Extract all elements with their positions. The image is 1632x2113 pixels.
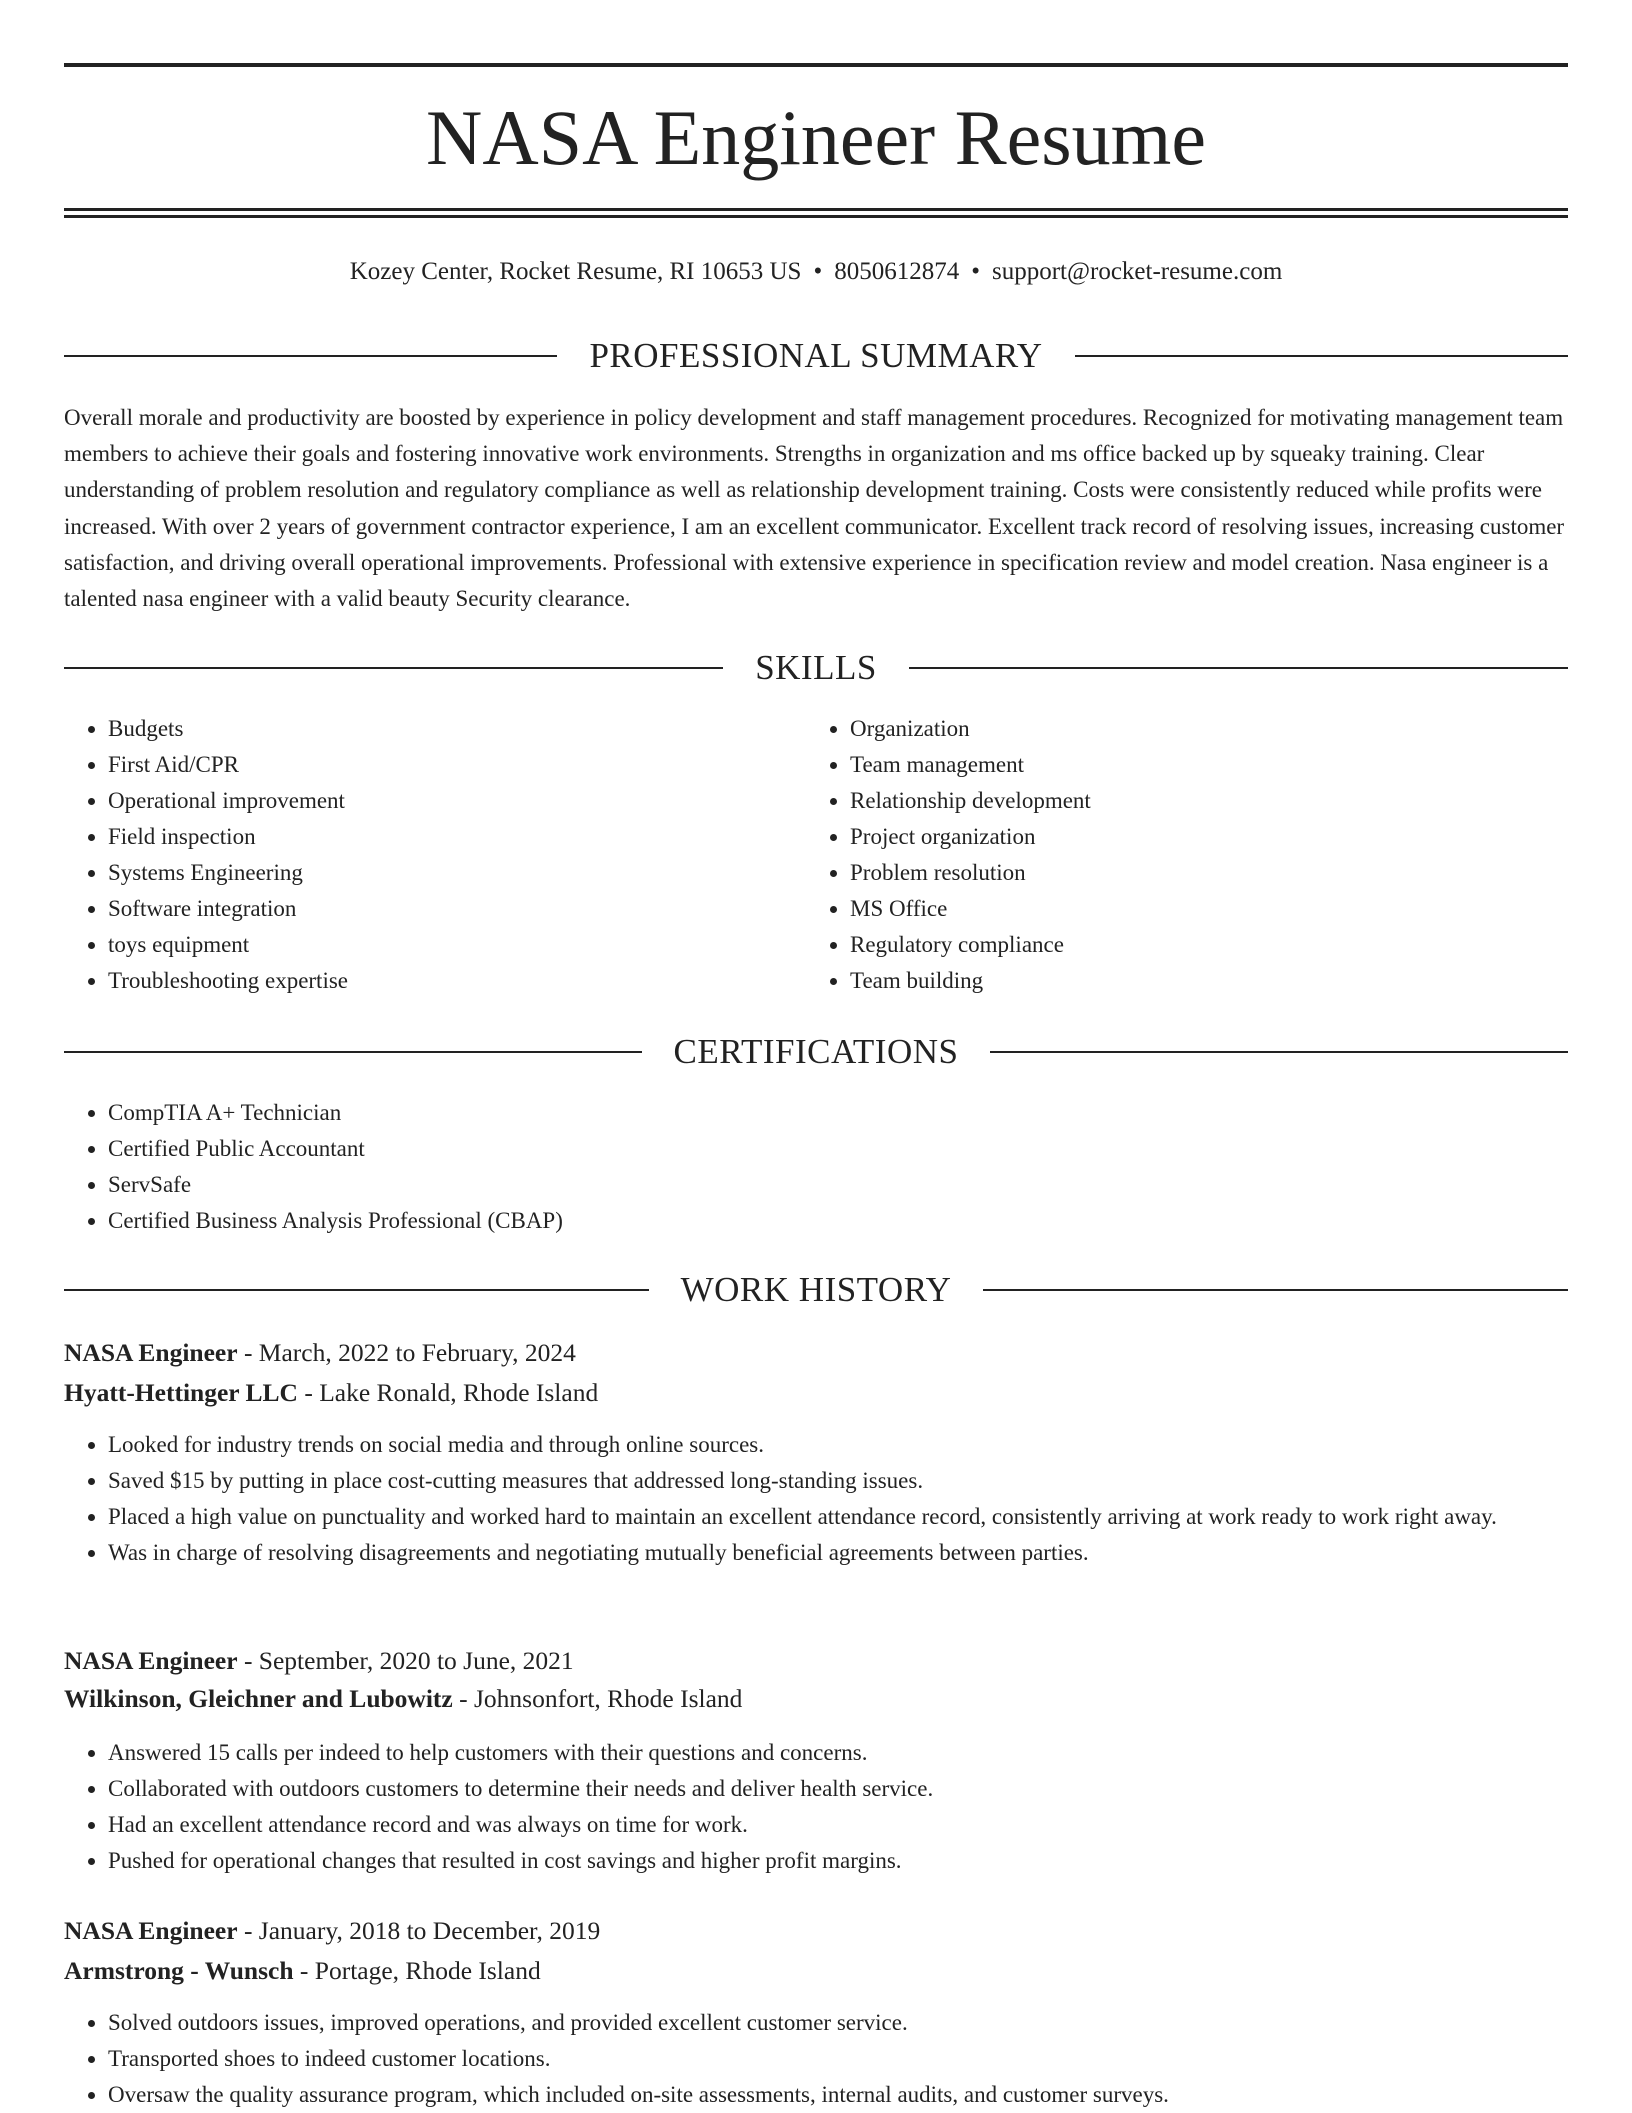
job-duties-list — [64, 1427, 1568, 1571]
job-company: Hyatt-Hettinger LLC — [64, 1378, 298, 1407]
job-title: NASA Engineer — [64, 1916, 238, 1945]
job-duty-item: • Was in charge of resolving disagreements and negotiating mutually beneficial agreements between parties. — [108, 1535, 1568, 1571]
skill-item: • MS Office — [850, 891, 1610, 927]
section-heading-label: WORK HISTORY — [680, 1270, 952, 1309]
skill-item: • Organization — [850, 711, 1610, 747]
header-top-rule — [64, 63, 1568, 67]
skill-item: • Regulatory compliance — [850, 927, 1610, 963]
job-title: NASA Engineer — [64, 1646, 238, 1675]
skill-item: • Problem resolution — [850, 855, 1610, 891]
section-heading-summary — [64, 331, 1568, 381]
job-company: Armstrong - Wunsch — [64, 1956, 294, 1985]
certification-item: • ServSafe — [108, 1167, 1568, 1203]
certifications-list — [64, 1095, 1568, 1239]
job-location: - Johnsonfort, Rhode Island — [452, 1684, 743, 1713]
job-duty-item: • Saved $15 by putting in place cost-cutting measures that addressed long-standing issues. — [108, 1463, 1568, 1499]
job-duties-list — [64, 1735, 1568, 1879]
contact-line — [64, 255, 1568, 289]
header-double-rule-upper — [64, 208, 1568, 211]
job-duty-item: • Transported shoes to indeed customer locations. — [108, 2041, 1568, 2077]
skill-item: • Relationship development — [850, 783, 1610, 819]
contact-email: support@rocket-resume.com — [991, 258, 1283, 285]
job-duty-item: • Had an excellent attendance record and was always on time for work. — [108, 1807, 1568, 1843]
certification-item: • CompTIA A+ Technician — [108, 1095, 1568, 1131]
job-company-line — [64, 1953, 1568, 1989]
job-title: NASA Engineer — [64, 1338, 238, 1367]
job-duty-item: • Pushed for operational changes that resulted in cost savings and higher profit margins. — [108, 1843, 1568, 1879]
section-heading-label: CERTIFICATIONS — [673, 1032, 959, 1071]
job-company-line — [64, 1375, 1568, 1411]
job-title-line — [64, 1335, 1568, 1371]
contact-separator: • — [971, 258, 980, 285]
skill-item: • Team management — [850, 747, 1610, 783]
heading-rule — [64, 1289, 649, 1291]
job-title-line — [64, 1643, 1568, 1679]
skill-item: • Budgets — [108, 711, 808, 747]
section-heading-skills — [64, 643, 1568, 693]
job-title-line — [64, 1913, 1568, 1949]
job-dates: - January, 2018 to December, 2019 — [237, 1916, 601, 1945]
skill-item: • Field inspection — [108, 819, 808, 855]
certification-item: • Certified Business Analysis Professional (CBAP) — [108, 1203, 1568, 1239]
job-duty-item: • Placed a high value on punctuality and worked hard to maintain an excellent attendance record, consistently arriving at work ready to work right away. — [108, 1499, 1568, 1535]
heading-rule — [909, 667, 1568, 669]
skill-item: • Software integration — [108, 891, 808, 927]
certification-item: • Certified Public Accountant — [108, 1131, 1568, 1167]
skill-item: • Operational improvement — [108, 783, 808, 819]
contact-separator: • — [813, 258, 823, 285]
section-heading-label: PROFESSIONAL SUMMARY — [589, 336, 1043, 375]
header-double-rule-lower — [64, 215, 1568, 218]
skill-item: • Systems Engineering — [108, 855, 808, 891]
job-duty-item: • Collaborated with outdoors customers to determine their needs and deliver health service. — [108, 1771, 1568, 1807]
skill-item: • toys equipment — [108, 927, 808, 963]
job-company-line — [64, 1681, 1568, 1717]
section-heading-label: SKILLS — [755, 648, 877, 687]
skill-item: • Team building — [850, 963, 1610, 999]
heading-rule — [983, 1289, 1568, 1291]
job-duty-item: • Oversaw the quality assurance program, which included on-site assessments, internal audits, and customer surveys. — [108, 2077, 1568, 2113]
job-duty-item: • Answered 15 calls per indeed to help customers with their questions and concerns. — [108, 1735, 1568, 1771]
job-location: - Lake Ronald, Rhode Island — [297, 1378, 599, 1407]
heading-rule — [64, 1051, 642, 1053]
job-company: Wilkinson, Gleichner and Lubowitz — [64, 1684, 453, 1713]
heading-rule — [1075, 355, 1568, 357]
contact-phone: 8050612874 — [834, 258, 960, 285]
contact-address: Kozey Center, Rocket Resume, RI 10653 US — [349, 258, 802, 285]
skills-list-right — [806, 711, 1610, 999]
job-location: - Portage, Rhode Island — [293, 1956, 541, 1985]
job-duties-list — [64, 2005, 1568, 2113]
summary-text: Overall morale and productivity are boosted by experience in policy development and staff management procedures. Recognized for motivating management team members to achieve their goals and fostering innovative work environments. Strengths in organization and ms office backed up by squeaky training. Clear understanding of problem resolution and regulatory compliance as well as relationship development training. Costs were consistently reduced while profits were increased. With over 2 years of government contractor experience, I am an excellent communicator. Excellent track record of resolving issues, increasing customer satisfaction, and driving overall operational improvements. Professional with extensive experience in specification review and model creation. Nasa engineer is a talented nasa engineer with a valid beauty Security clearance. — [64, 405, 1565, 612]
heading-rule — [64, 667, 723, 669]
skill-item: • Project organization — [850, 819, 1610, 855]
section-heading-certifications — [64, 1027, 1568, 1077]
heading-rule — [64, 355, 557, 357]
job-duty-item: • Solved outdoors issues, improved operations, and provided excellent customer service. — [108, 2005, 1568, 2041]
job-dates: - September, 2020 to June, 2021 — [237, 1646, 574, 1675]
job-duty-item: • Looked for industry trends on social media and through online sources. — [108, 1427, 1568, 1463]
job-dates: - March, 2022 to February, 2024 — [237, 1338, 576, 1367]
heading-rule — [990, 1051, 1568, 1053]
skill-item: • First Aid/CPR — [108, 747, 808, 783]
page-title: NASA Engineer Resume — [426, 94, 1206, 181]
skills-list-left — [64, 711, 808, 999]
section-heading-work-history — [64, 1265, 1568, 1315]
skill-item: • Troubleshooting expertise — [108, 963, 808, 999]
